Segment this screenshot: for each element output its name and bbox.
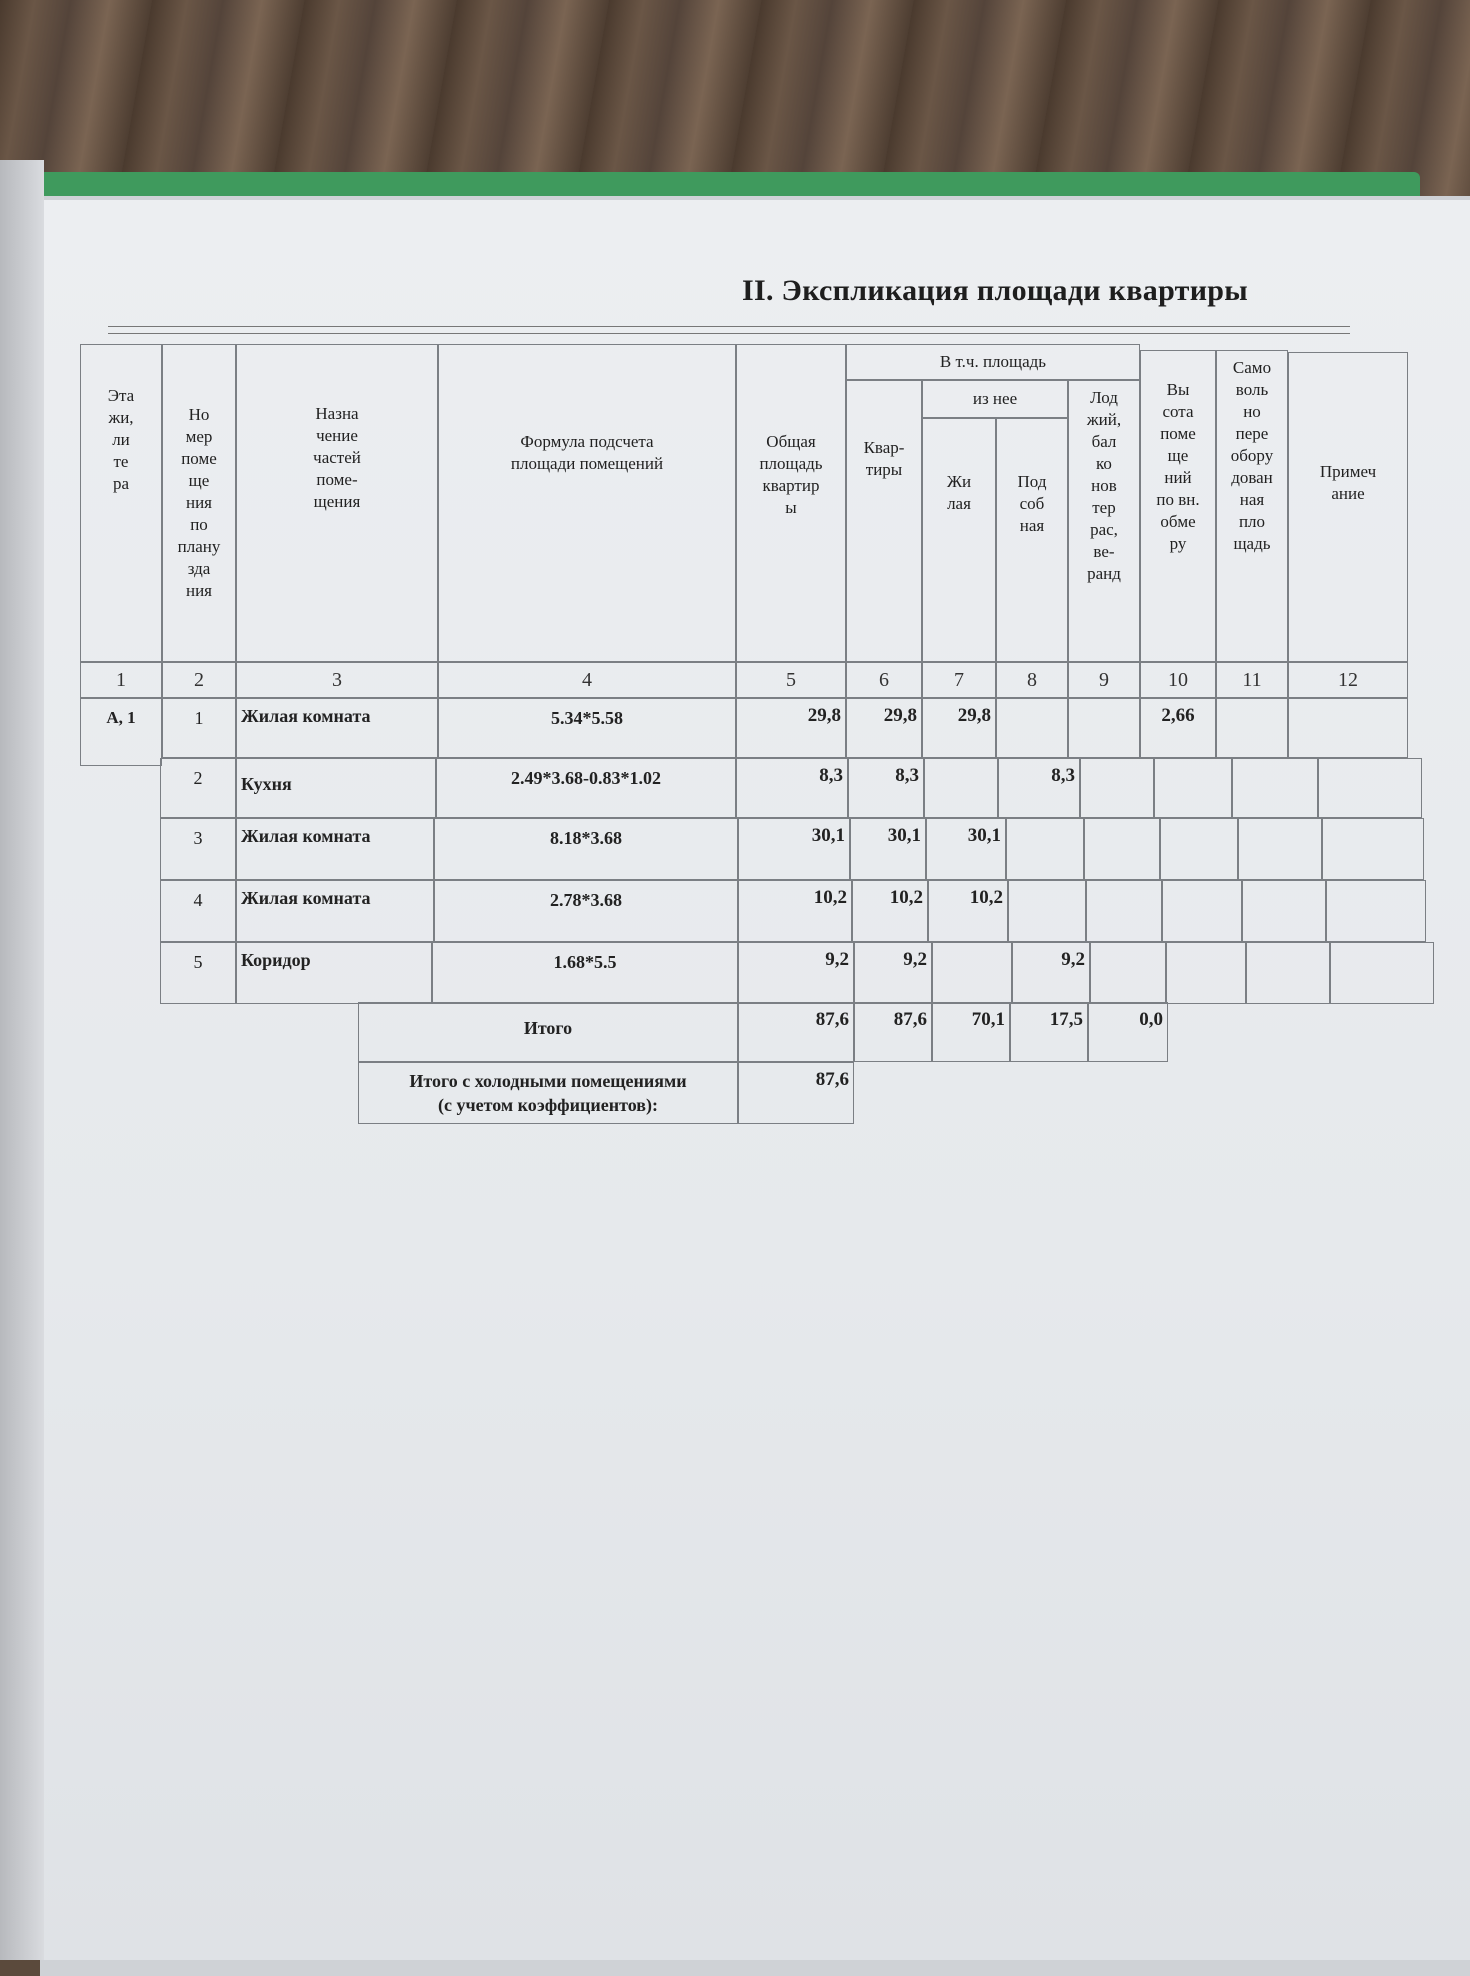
row-apartment: 30,1 <box>850 818 926 880</box>
row-formula: 8.18*3.68 <box>434 818 738 880</box>
row-auxiliary: 9,2 <box>1012 942 1090 1004</box>
totals-loggia: 0,0 <box>1088 1002 1168 1062</box>
row-name: Коридор <box>236 942 432 1004</box>
document-title: II. Экспликация площади квартиры <box>742 274 1248 307</box>
row-number: 3 <box>160 818 236 880</box>
header-note: Примеч ание <box>1288 352 1408 662</box>
row-name: Жилая комната <box>236 880 434 942</box>
cold-totals-label: Итого с холодными помещениями (с учетом коэффициентов): <box>358 1062 738 1124</box>
col-number: 7 <box>922 662 996 698</box>
totals-total: 87,6 <box>738 1002 854 1062</box>
header-total-area: Общая площадь квартир ы <box>736 344 846 662</box>
row-total: 8,3 <box>736 758 848 818</box>
totals-auxiliary: 17,5 <box>1010 1002 1088 1062</box>
col-number: 6 <box>846 662 922 698</box>
row-total: 9,2 <box>738 942 854 1004</box>
row-formula: 5.34*5.58 <box>438 698 736 758</box>
col-number: 10 <box>1140 662 1216 698</box>
title-rule-top <box>108 326 1350 327</box>
header-of-which: из нее <box>922 380 1068 418</box>
totals-apartment: 87,6 <box>854 1002 932 1062</box>
row-total: 29,8 <box>736 698 846 758</box>
header-floor: Эта жи, ли те ра <box>80 344 162 662</box>
row-number: 4 <box>160 880 236 942</box>
row-apartment: 9,2 <box>854 942 932 1004</box>
header-purpose: Назна чение частей поме- щения <box>236 344 438 662</box>
col-number: 2 <box>162 662 236 698</box>
row-auxiliary: 8,3 <box>998 758 1080 818</box>
row-total: 10,2 <box>738 880 852 942</box>
col-number: 12 <box>1288 662 1408 698</box>
header-formula: Формула подсчета площади помещений <box>438 344 736 662</box>
row-living: 10,2 <box>928 880 1008 942</box>
col-number: 1 <box>80 662 162 698</box>
cold-totals-total: 87,6 <box>738 1062 854 1124</box>
title-rule-bottom <box>108 333 1350 334</box>
document-page <box>44 200 1470 1960</box>
col-number: 4 <box>438 662 736 698</box>
col-number: 11 <box>1216 662 1288 698</box>
row-formula: 2.49*3.68-0.83*1.02 <box>436 758 736 818</box>
header-unauthorized: Само воль но пере обору дован ная пло щадь <box>1216 350 1288 662</box>
row-number: 2 <box>160 758 236 818</box>
col-number: 9 <box>1068 662 1140 698</box>
header-apartment: Квар- тиры <box>846 380 922 662</box>
row-name: Кухня <box>236 758 436 818</box>
row-floor: А, 1 <box>80 698 162 766</box>
totals-label: Итого <box>358 1002 738 1062</box>
row-living: 30,1 <box>926 818 1006 880</box>
header-loggias: Лод жий, бал ко нов тер рас, ве- ранд <box>1068 380 1140 662</box>
row-living: 29,8 <box>922 698 996 758</box>
row-name: Жилая комната <box>236 818 434 880</box>
col-number: 3 <box>236 662 438 698</box>
row-total: 30,1 <box>738 818 850 880</box>
header-group-area: В т.ч. площадь <box>846 344 1140 380</box>
row-apartment: 29,8 <box>846 698 922 758</box>
header-auxiliary: Под соб ная <box>996 418 1068 662</box>
totals-living: 70,1 <box>932 1002 1010 1062</box>
header-room-number: Но мер поме ще ния по плану зда ния <box>162 344 236 662</box>
row-height: 2,66 <box>1140 698 1216 758</box>
row-name: Жилая комната <box>236 698 438 758</box>
header-height: Вы сота поме ще ний по вн. обме ру <box>1140 350 1216 662</box>
col-number: 8 <box>996 662 1068 698</box>
left-page-edge <box>0 160 44 1960</box>
row-apartment: 8,3 <box>848 758 924 818</box>
col-number: 5 <box>736 662 846 698</box>
row-formula: 1.68*5.5 <box>432 942 738 1004</box>
row-formula: 2.78*3.68 <box>434 880 738 942</box>
row-number: 1 <box>162 698 236 758</box>
header-living: Жи лая <box>922 418 996 662</box>
row-number: 5 <box>160 942 236 1004</box>
row-apartment: 10,2 <box>852 880 928 942</box>
